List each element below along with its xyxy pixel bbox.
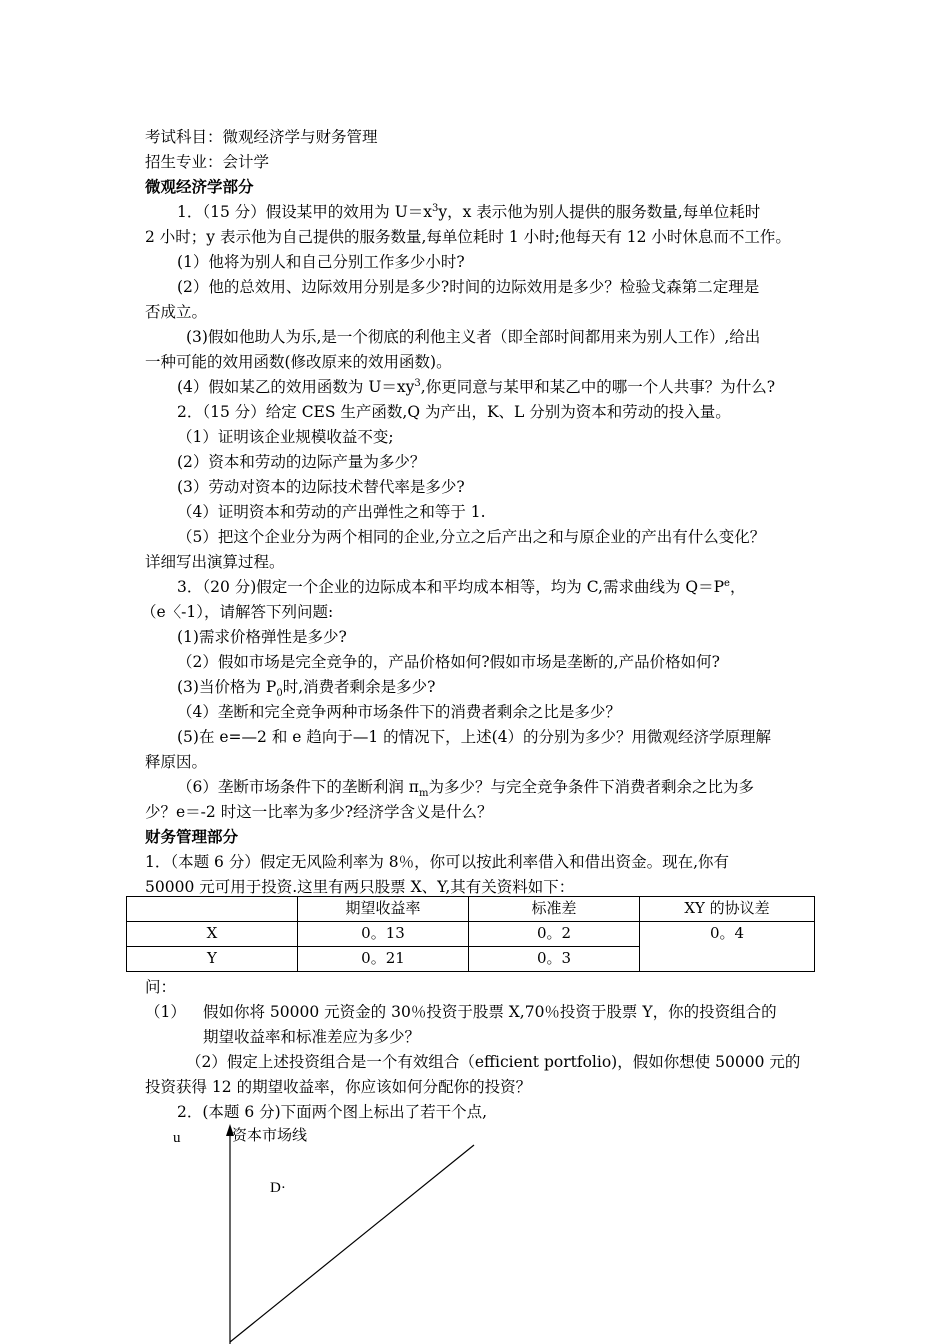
y-axis-label: u bbox=[173, 1130, 181, 1146]
point-d-label: D· bbox=[270, 1180, 286, 1196]
micro-q3-intro-line2: （e〈-1），请解答下列问题: bbox=[141, 603, 334, 621]
finance-q1-line1: 1．（本题 6 分）假定无风险利率为 8％，你可以按此利率借入和借出资金。现在,你有 bbox=[145, 853, 730, 871]
section-title-finance: 财务管理部分 bbox=[145, 827, 239, 846]
section-title-micro: 微观经济学部分 bbox=[145, 177, 254, 196]
micro-q3-part4: （4）垄断和完全竞争两种市场条件下的消费者剩余之比是多少？ bbox=[177, 703, 621, 721]
exam-major: 招生专业：会计学 bbox=[145, 153, 270, 171]
micro-q2-part4: （4）证明资本和劳动的产出弹性之和等于 1. bbox=[177, 503, 486, 521]
table-cell-sd: 0。3 bbox=[469, 947, 640, 972]
finance-q1-line2: 50000 元可用于投资.这里有两只股票 X、Y,其有关资料如下： bbox=[145, 878, 575, 896]
micro-q1-line2: 2 小时；y 表示他为自己提供的服务数量,每单位耗时 1 小时;他每天有 12 小时休息而不工作。 bbox=[145, 228, 791, 246]
finance-q1-sub2-line1: （2）假定上述投资组合是一个有效组合（efficient portfolio)，假如你想使 50000 元的 bbox=[186, 1053, 801, 1071]
micro-q3-part1: (1)需求价格弹性是多少? bbox=[177, 628, 347, 646]
micro-q3-part5-line1: (5)在 e=—2 和 e 趋向于—1 的情况下，上述(4）的分别为多少？用微观经济学原理解 bbox=[177, 728, 772, 746]
finance-q1-sub1-line1: 假如你将 50000 元资金的 30％投资于股票 X,70％投资于股票 Y，你的投资组合的 bbox=[203, 1003, 777, 1021]
table-header-row bbox=[127, 897, 815, 922]
table-cell-covariance: 0。4 bbox=[640, 922, 815, 972]
micro-q1-part2-line2: 否成立。 bbox=[145, 303, 208, 321]
finance-q1-sub1-line2: 期望收益率和标准差应为多少？ bbox=[203, 1028, 421, 1046]
line-label: 资本市场线 bbox=[232, 1126, 308, 1144]
micro-q3-part3: (3)当价格为 $P_0$时,消费者剩余是多少? bbox=[177, 678, 436, 700]
micro-q1-part1: (1）他将为别人和自己分别工作多少小时? bbox=[177, 253, 465, 271]
capital-market-line bbox=[230, 1145, 474, 1342]
micro-q3-part5-line2: 释原因。 bbox=[145, 753, 208, 771]
table-header-cell: XY 的协议差 bbox=[640, 897, 815, 922]
micro-q3-part6-line1: （6）垄断市场条件下的垄断利润 $\pi_m$为多少？与完全竞争条件下消费者剩余之比为多 bbox=[177, 778, 754, 800]
micro-q1-part3-line1: (3)假如他助人为乐,是一个彻底的利他主义者（即全部时间都用来为别人工作）,给出 bbox=[186, 328, 761, 346]
table-cell-name: Y bbox=[127, 947, 298, 972]
micro-q2-part5-line2: 详细写出演算过程。 bbox=[145, 553, 285, 571]
table-cell-sd: 0。2 bbox=[469, 922, 640, 947]
table-row bbox=[127, 922, 815, 947]
micro-q1-line1: 1．（15 分）假设某甲的效用为 $U=x^3y$，x 表示他为别人提供的服务数量,每单位耗时 bbox=[177, 202, 761, 221]
table-cell-return: 0。13 bbox=[298, 922, 469, 947]
table-header-cell bbox=[127, 897, 298, 922]
micro-q3-part2: （2）假如市场是完全竞争的，产品价格如何?假如市场是垄断的,产品价格如何? bbox=[177, 653, 720, 671]
table-header-cell: 标准差 bbox=[469, 897, 640, 922]
table-header-cell: 期望收益率 bbox=[298, 897, 469, 922]
micro-q2-intro: 2．（15 分）给定 CES 生产函数,Q 为产出，K、L 分别为资本和劳动的投入量。 bbox=[177, 403, 731, 421]
micro-q3-part6-line2: 少？e＝-2 时这一比率为多少?经济学含义是什么？ bbox=[145, 803, 493, 821]
micro-q3-intro-line1: 3．（20 分)假定一个企业的边际成本和平均成本相等，均为 C,需求曲线为 $Q=P^e$， bbox=[177, 577, 746, 596]
finance-q1-sub2-line2: 投资获得 12 的期望收益率，你应该如何分配你的投资？ bbox=[145, 1078, 532, 1096]
micro-q1-part3-line2: 一种可能的效用函数(修改原来的效用函数)。 bbox=[145, 353, 452, 371]
micro-q2-part5-line1: （5）把这个企业分为两个相同的企业,分立之后产出之和与原企业的产出有什么变化？ bbox=[177, 528, 766, 546]
exam-subject: 考试科目：微观经济学与财务管理 bbox=[145, 128, 378, 146]
micro-q2-part3: (3）劳动对资本的边际技术替代率是多少? bbox=[177, 478, 465, 496]
micro-q1-part4: (4）假如某乙的效用函数为 $U=xy^3$,你更同意与某甲和某乙中的哪一个人共事？为什么? bbox=[177, 377, 776, 396]
micro-q2-part2: (2）资本和劳动的边际产量为多少？ bbox=[177, 453, 426, 471]
capital-market-line-figure bbox=[0, 1120, 950, 1344]
stock-data-table bbox=[126, 896, 815, 972]
finance-q1-ask: 问： bbox=[145, 978, 177, 996]
finance-q1-sub1-number: （1） bbox=[145, 1003, 186, 1021]
micro-q2-part1: （1）证明该企业规模收益不变; bbox=[177, 428, 394, 446]
micro-q1-part2-line1: (2）他的总效用、边际效用分别是多少?时间的边际效用是多少？检验戈森第二定理是 bbox=[177, 278, 760, 296]
table-cell-name: X bbox=[127, 922, 298, 947]
table-cell-return: 0。21 bbox=[298, 947, 469, 972]
finance-q2-intro: 2．(本题 6 分)下面两个图上标出了若干个点, bbox=[177, 1103, 488, 1121]
